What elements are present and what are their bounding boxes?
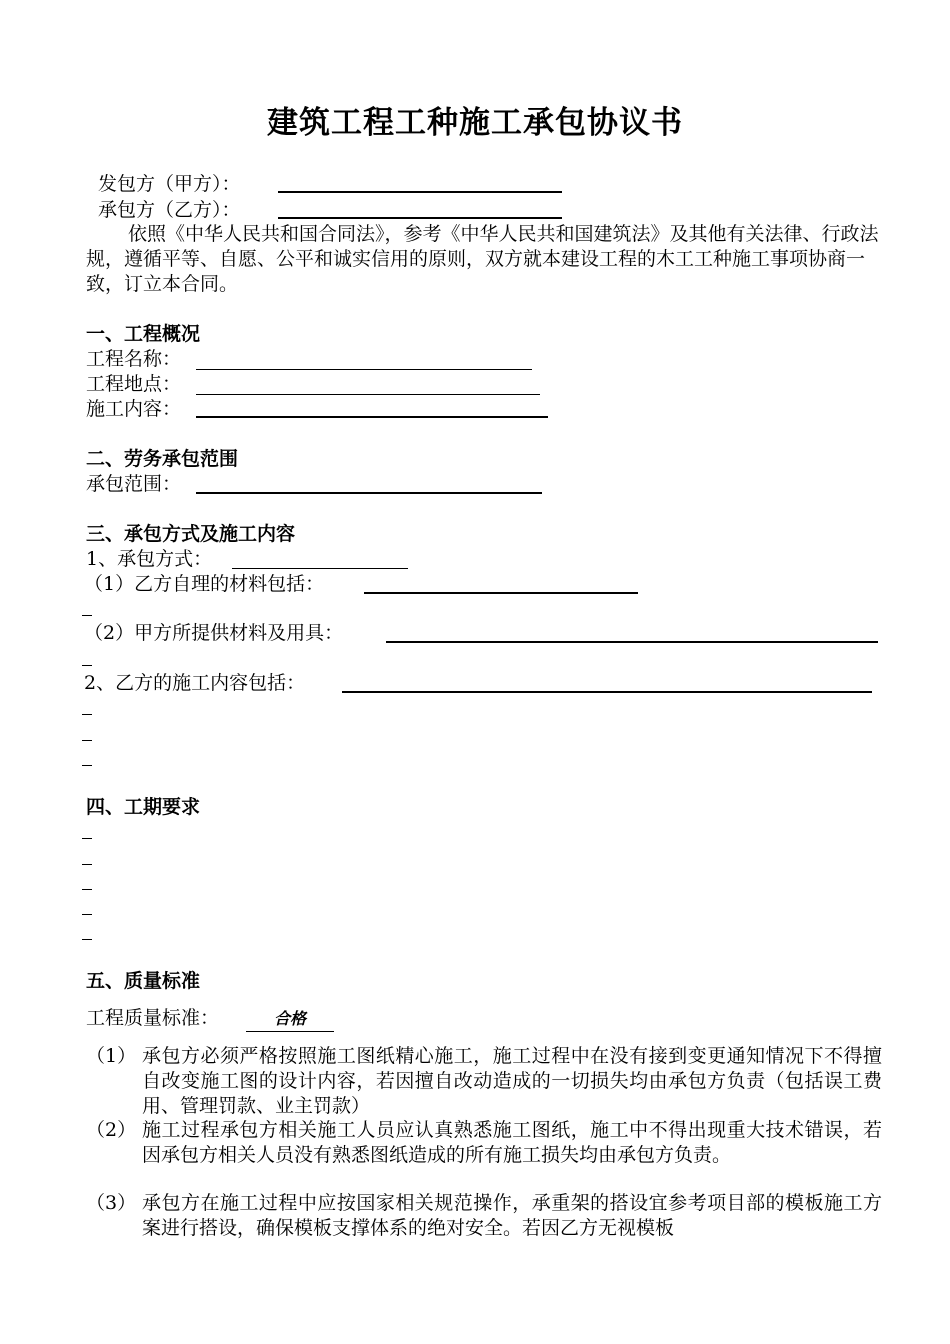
quality-item-2	[86, 1118, 882, 1168]
intro-text: 依照《中华人民共和国合同法》，参考《中华人民共和国建筑法》及其他有关法律、行政法规，遵循平等、自愿、公平和诚实信用的原则，双方就本建设工程的木工工种施工事项协商一致，订立本合同。	[86, 223, 879, 295]
continuation-dash	[82, 864, 92, 865]
project-name-label: 工程名称：	[86, 348, 182, 370]
intro-paragraph	[86, 222, 882, 297]
project-name-blank[interactable]	[196, 369, 532, 370]
party-b-blank[interactable]	[278, 217, 562, 219]
item-text: 承包方在施工过程中应按国家相关规范操作，承重架的搭设宜参考项目部的模板施工方案进行搭设，确保模板支撑体系的绝对安全。若因乙方无视模板	[142, 1192, 882, 1239]
continuation-dash	[82, 889, 92, 890]
project-location-label: 工程地点：	[86, 373, 182, 395]
quality-standard-value[interactable]: 合格	[246, 1007, 334, 1032]
materials-party-b-label: （1）乙方自理的材料包括：	[84, 573, 325, 595]
section3-heading: 三、承包方式及施工内容	[86, 523, 296, 545]
work-content-label: 施工内容：	[86, 398, 182, 420]
party-b-label: 承包方（乙方）：	[98, 199, 241, 221]
continuation-dash	[82, 714, 92, 715]
continuation-dash	[82, 838, 92, 839]
method-blank[interactable]	[232, 568, 408, 569]
continuation-dash	[82, 939, 92, 940]
work-items-label: 2、乙方的施工内容包括：	[84, 672, 306, 694]
quality-standard-label: 工程质量标准：	[86, 1007, 220, 1029]
section2-heading: 二、劳务承包范围	[86, 448, 239, 470]
quality-item-1	[86, 1044, 882, 1119]
quality-item-3	[86, 1191, 882, 1241]
item-text: 施工过程承包方相关施工人员应认真熟悉施工图纸，施工中不得出现重大技术错误，若因承包方相关人员没有熟悉图纸造成的所有施工损失均由承包方负责。	[142, 1119, 882, 1166]
work-items-blank[interactable]	[342, 691, 872, 693]
item-text: 承包方必须严格按照施工图纸精心施工，施工过程中在没有接到变更通知情况下不得擅自改变施工图的设计内容，若因擅自改动造成的一切损失均由承包方负责（包括误工费用、管理罚款、业主罚款）	[142, 1045, 882, 1117]
method-label: 1、承包方式：	[86, 548, 213, 570]
item-number: （1）	[86, 1045, 137, 1067]
scope-label: 承包范围：	[86, 473, 182, 495]
section4-heading: 四、工期要求	[86, 796, 201, 818]
item-number: （3）	[86, 1192, 137, 1214]
work-content-blank[interactable]	[196, 416, 548, 418]
continuation-dash	[82, 665, 92, 666]
party-a-blank[interactable]	[278, 191, 562, 193]
item-number: （2）	[86, 1119, 137, 1141]
project-location-blank[interactable]	[196, 394, 540, 395]
section5-heading: 五、质量标准	[86, 970, 201, 992]
section1-heading: 一、工程概况	[86, 323, 201, 345]
scope-blank[interactable]	[196, 492, 542, 494]
continuation-dash	[82, 740, 92, 741]
continuation-dash	[82, 914, 92, 915]
party-a-label: 发包方（甲方）：	[98, 173, 241, 195]
materials-party-b-blank[interactable]	[364, 592, 638, 594]
continuation-dash	[82, 765, 92, 766]
materials-party-a-blank[interactable]	[386, 641, 878, 643]
continuation-dash	[82, 615, 92, 616]
document-title: 建筑工程工种施工承包协议书	[267, 105, 683, 141]
materials-party-a-label: （2）甲方所提供材料及用具：	[84, 622, 344, 644]
